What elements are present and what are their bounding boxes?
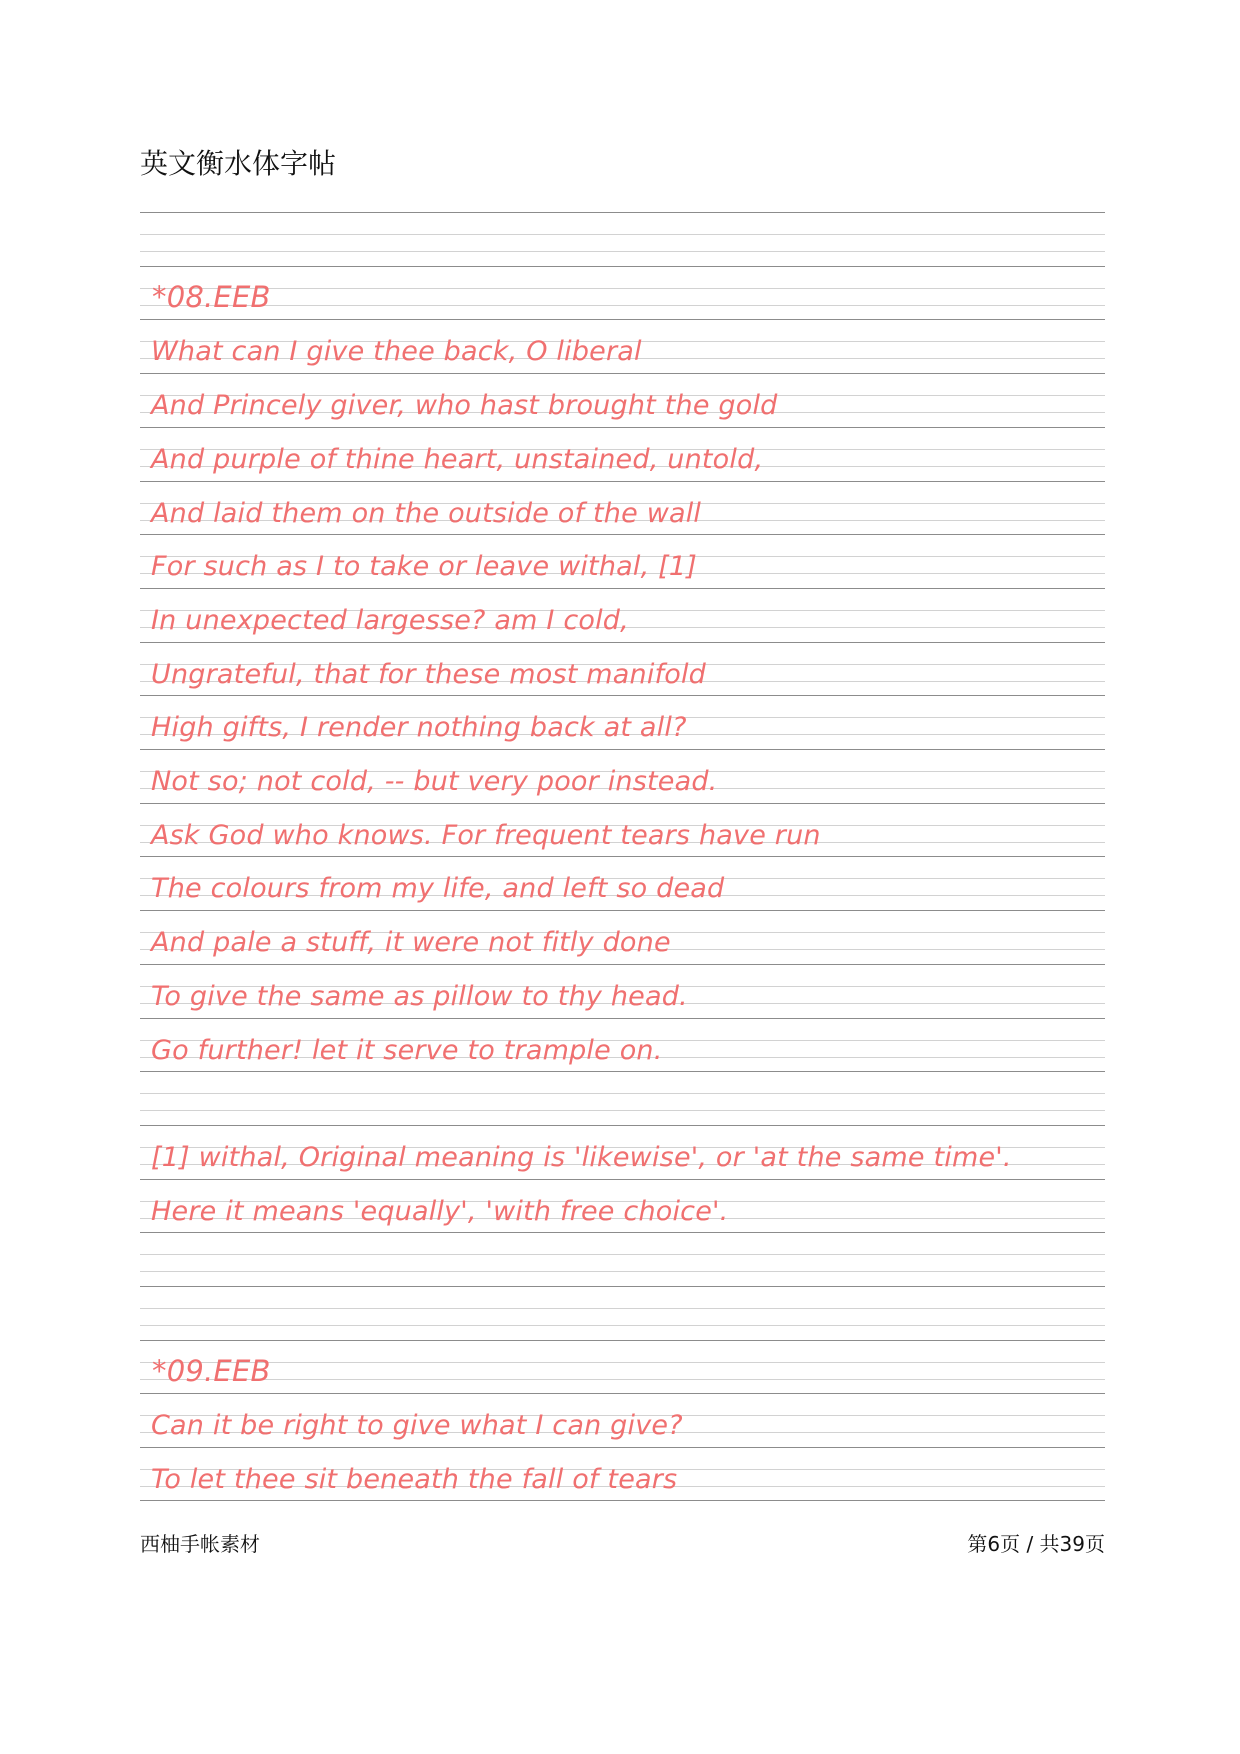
page-title: 英文衡水体字帖 <box>140 147 337 180</box>
poem-line: And purple of thine heart, unstained, untold, <box>151 443 764 475</box>
ruled-line-band <box>140 212 1105 266</box>
ruled-line-band <box>140 534 1105 588</box>
ruled-line-band <box>140 373 1105 427</box>
poem-line: To give the same as pillow to thy head. <box>151 980 688 1012</box>
ruled-line-band <box>140 427 1105 481</box>
ruled-line-band <box>140 856 1105 910</box>
ruled-line-band <box>140 481 1105 535</box>
ruled-line-band <box>140 588 1105 642</box>
ruled-line-band <box>140 1393 1105 1447</box>
poem-line: For such as I to take or leave withal, [1] <box>151 551 698 583</box>
ruled-line-band <box>140 1340 1105 1394</box>
poem-line: And Princely giver, who hast brought the gold <box>151 390 778 422</box>
ruled-line-band <box>140 1071 1105 1125</box>
ruled-line-band <box>140 1286 1105 1340</box>
poem-line: [1] withal, Original meaning is 'likewise', or 'at the same time'. <box>151 1141 1012 1173</box>
ruled-line-band <box>140 319 1105 373</box>
ruled-line-band <box>140 642 1105 696</box>
poem-heading: *08.EEB <box>152 279 271 314</box>
ruled-line-band <box>140 1447 1105 1501</box>
copybook-sheet <box>140 212 1105 1501</box>
footer-source: 西柚手帐素材 <box>140 1532 260 1556</box>
ruled-line-band <box>140 1179 1105 1233</box>
poem-line: To let thee sit beneath the fall of tears <box>151 1464 678 1496</box>
poem-line: High gifts, I render nothing back at all? <box>151 712 687 744</box>
ruled-line-band <box>140 749 1105 803</box>
poem-line: And laid them on the outside of the wall <box>151 497 702 529</box>
ruled-line-band <box>140 803 1105 857</box>
poem-line: And pale a stuff, it were not fitly done <box>151 927 671 959</box>
poem-line: Can it be right to give what I can give? <box>151 1410 683 1442</box>
ruled-line-band <box>140 964 1105 1018</box>
poem-line: In unexpected largesse? am I cold, <box>151 604 629 636</box>
footer-page-info: 第6页 / 共39页 <box>967 1532 1105 1556</box>
ruled-line-band <box>140 266 1105 320</box>
ruled-line-band <box>140 910 1105 964</box>
poem-heading: *09.EEB <box>152 1353 271 1388</box>
poem-line: Not so; not cold, -- but very poor instead. <box>151 766 718 797</box>
poem-line: Here it means 'equally', 'with free choice'. <box>151 1195 729 1227</box>
poem-line: What can I give thee back, O liberal <box>151 336 642 368</box>
poem-line: Ungrateful, that for these most manifold <box>151 658 707 690</box>
ruled-line-band <box>140 1018 1105 1072</box>
poem-line: Ask God who knows. For frequent tears have run <box>151 819 821 851</box>
ruled-line-band <box>140 1232 1105 1286</box>
poem-line: The colours from my life, and left so dead <box>151 873 725 905</box>
poem-line: Go further! let it serve to trample on. <box>151 1034 663 1066</box>
ruled-line-band <box>140 1125 1105 1179</box>
ruled-line-band <box>140 695 1105 749</box>
